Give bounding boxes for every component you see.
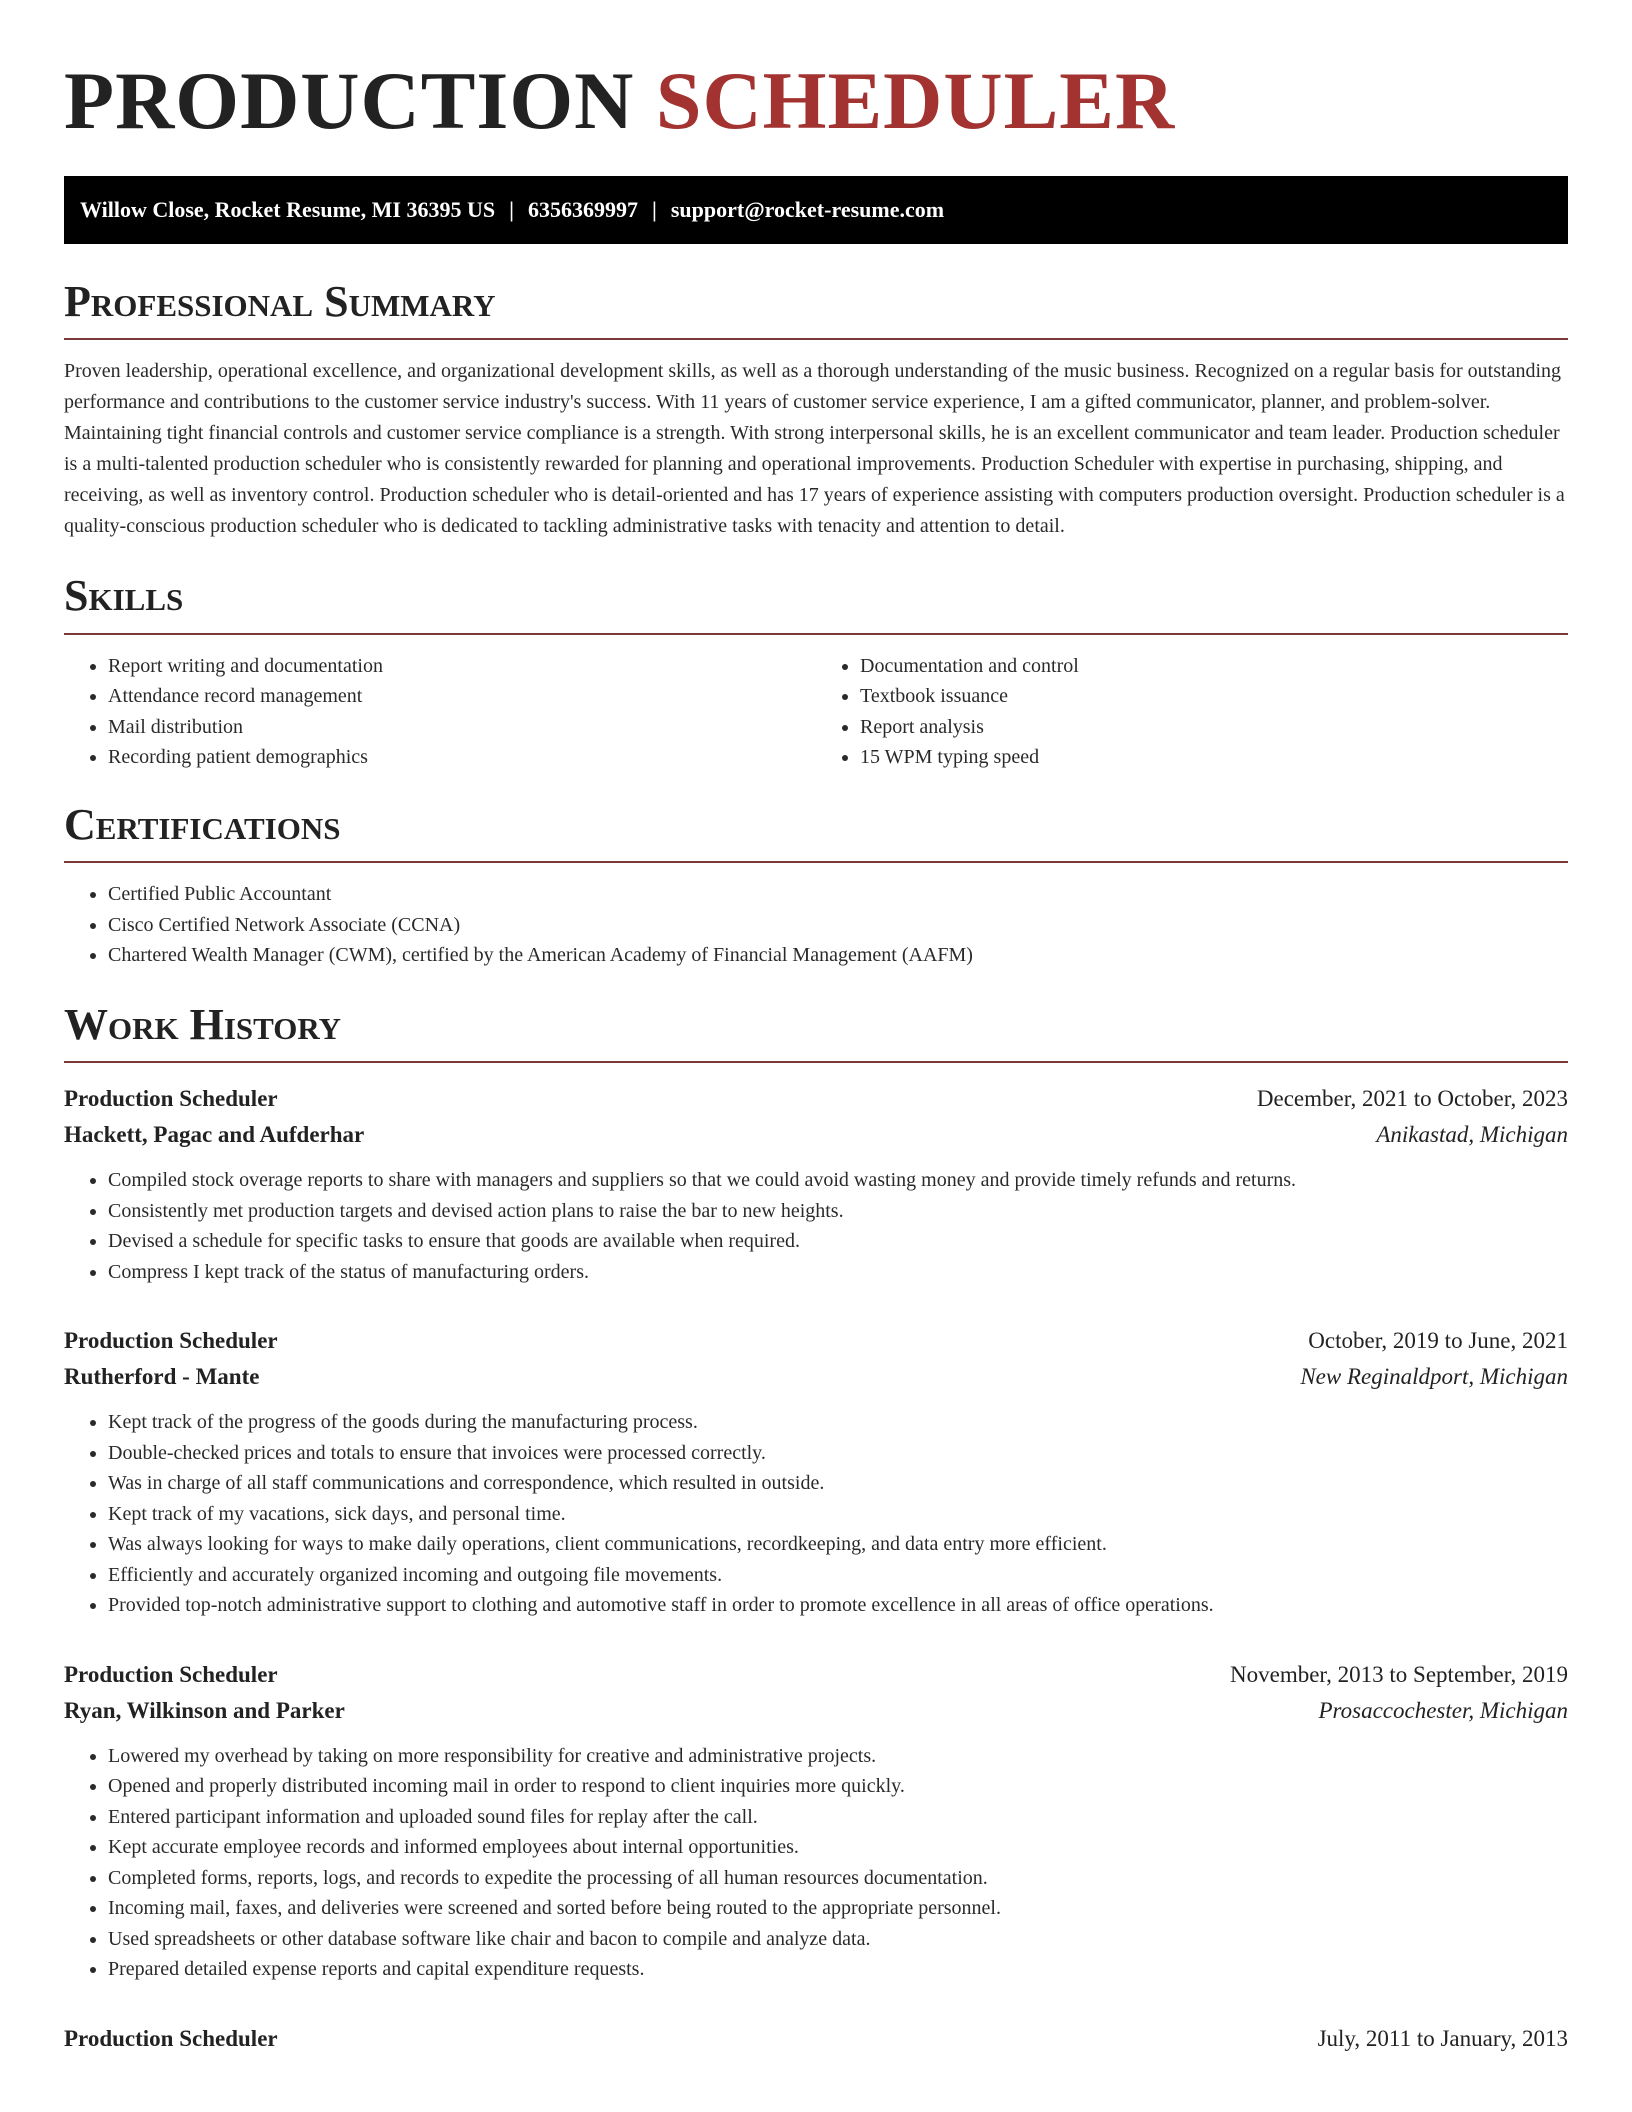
contact-separator: | (509, 197, 514, 222)
contact-phone: 6356369997 (527, 197, 638, 222)
job-entry (64, 2021, 1568, 2057)
job-bullet: • Kept accurate employee records and informed employees about internal opportunities. (108, 1832, 1568, 1863)
job-bullets (64, 1165, 1568, 1287)
job-dates: November, 2013 to September, 2019 (1230, 1661, 1568, 1687)
skill-item: • Attendance record management (108, 681, 816, 712)
job-bullets (64, 1741, 1568, 1985)
title-part-1: PRODUCTION (64, 55, 635, 146)
job-bullet: • Lowered my overhead by taking on more responsibility for creative and administrative projects. (108, 1741, 1568, 1772)
job-bullet: • Compiled stock overage reports to share with managers and suppliers so that we could avoid wasting money and provide timely refunds and returns. (108, 1165, 1568, 1196)
job-bullet: • Used spreadsheets or other database software like chair and bacon to compile and analyze data. (108, 1924, 1568, 1955)
job-bullet: • Kept track of my vacations, sick days, and personal time. (108, 1499, 1568, 1530)
certifications-heading: Certifications (64, 799, 341, 849)
contact-address: Willow Close, Rocket Resume, MI 36395 US (80, 197, 496, 222)
resume-page (64, 0, 1568, 2057)
job-bullet: • Completed forms, reports, logs, and records to expedite the processing of all human resources documentation. (108, 1863, 1568, 1894)
contact-bar (64, 176, 1568, 244)
job-bullet: • Devised a schedule for specific tasks to ensure that goods are available when required. (108, 1226, 1568, 1257)
skill-item: • Mail distribution (108, 712, 816, 743)
skill-item: • Textbook issuance (860, 681, 1568, 712)
job-title: Production Scheduler (64, 1328, 278, 1354)
job-bullet: • Incoming mail, faxes, and deliveries were screened and sorted before being routed to the appropriate personnel. (108, 1893, 1568, 1924)
skills-list-right (816, 651, 1568, 773)
summary-section (64, 278, 1568, 542)
job-bullet: • Was always looking for ways to make daily operations, client communications, recordkeeping, and data entry more efficient. (108, 1529, 1568, 1560)
certification-item: • Chartered Wealth Manager (CWM), certified by the American Academy of Financial Management (AAFM) (108, 940, 1568, 971)
job-title: Production Scheduler (64, 1661, 278, 1687)
contact-separator: | (651, 197, 657, 222)
skills-section (64, 572, 1568, 772)
certifications-list (64, 879, 1568, 971)
job-title: Production Scheduler (64, 2025, 278, 2051)
certification-item: • Cisco Certified Network Associate (CCNA) (108, 910, 1568, 941)
work-history-section (64, 1001, 1568, 2057)
work-history-heading: Work History (64, 999, 342, 1049)
job-location: New Reginaldport, Michigan (1300, 1364, 1568, 1390)
job-company: Rutherford - Mante (64, 1364, 260, 1390)
job-bullet: • Kept track of the progress of the goods during the manufacturing process. (108, 1407, 1568, 1438)
skill-item: • 15 WPM typing speed (860, 742, 1568, 773)
job-bullet: • Was in charge of all staff communications and correspondence, which resulted in outside. (108, 1468, 1568, 1499)
job-bullet: • Opened and properly distributed incoming mail in order to respond to client inquiries more quickly. (108, 1771, 1568, 1802)
summary-text: Proven leadership, operational excellence, and organizational development skills, as well as a thorough understanding of the music business. Recognized on a regular basis for outstanding performance and contributions to the customer service industry's success. With 11 years of customer service experience, I am a gifted communicator, planner, and problem-solver. Maintaining tight financial controls and customer service compliance is a strength. With strong interpersonal skills, he is an excellent communicator and team leader. Production scheduler is a multi-talented production scheduler who is consistently rewarded for planning and operational improvements. Production Scheduler with expertise in purchasing, shipping, and receiving, as well as inventory control. Production scheduler who is detail-oriented and has 17 years of experience assisting with computers production oversight. Production scheduler is a quality-conscious production scheduler who is dedicated to tackling administrative tasks with tenacity and attention to detail. (64, 360, 1565, 538)
certifications-section (64, 801, 1568, 971)
job-bullet: • Provided top-notch administrative support to clothing and automotive staff in order to promote excellence in all areas of office operations. (108, 1590, 1568, 1621)
job-location: Prosaccochester, Michigan (1318, 1697, 1568, 1723)
job-bullet: • Efficiently and accurately organized incoming and outgoing file movements. (108, 1560, 1568, 1591)
job-dates: July, 2011 to January, 2013 (1317, 2025, 1568, 2051)
job-bullet: • Prepared detailed expense reports and capital expenditure requests. (108, 1954, 1568, 1985)
certification-item: • Certified Public Accountant (108, 879, 1568, 910)
section-divider (64, 633, 1568, 635)
job-bullets (64, 1407, 1568, 1621)
skills-heading: Skills (64, 571, 184, 621)
skill-item: • Documentation and control (860, 651, 1568, 682)
skill-item: • Report writing and documentation (108, 651, 816, 682)
job-dates: October, 2019 to June, 2021 (1308, 1328, 1568, 1354)
job-entry (64, 1081, 1568, 1287)
job-company: Ryan, Wilkinson and Parker (64, 1697, 345, 1723)
contact-email: support@rocket-resume.com (670, 197, 945, 222)
job-bullet: • Entered participant information and uploaded sound files for replay after the call. (108, 1802, 1568, 1833)
resume-title (64, 55, 1568, 146)
title-part-2: SCHEDULER (655, 55, 1176, 146)
section-divider (64, 338, 1568, 340)
job-entry (64, 1323, 1568, 1621)
section-divider (64, 861, 1568, 863)
summary-heading: Professional Summary (64, 277, 496, 326)
skill-item: • Recording patient demographics (108, 742, 816, 773)
job-bullet: • Compress I kept track of the status of manufacturing orders. (108, 1257, 1568, 1288)
job-dates: December, 2021 to October, 2023 (1256, 1086, 1568, 1112)
skills-columns (64, 651, 1568, 773)
section-divider (64, 1061, 1568, 1063)
job-bullet: • Consistently met production targets and devised action plans to raise the bar to new heights. (108, 1196, 1568, 1227)
job-entry (64, 1657, 1568, 1985)
job-bullet: • Double-checked prices and totals to ensure that invoices were processed correctly. (108, 1438, 1568, 1469)
skill-item: • Report analysis (860, 712, 1568, 743)
job-title: Production Scheduler (64, 1086, 278, 1112)
job-company: Hackett, Pagac and Aufderhar (64, 1122, 365, 1148)
skills-list-left (64, 651, 816, 773)
job-location: Anikastad, Michigan (1376, 1122, 1568, 1148)
